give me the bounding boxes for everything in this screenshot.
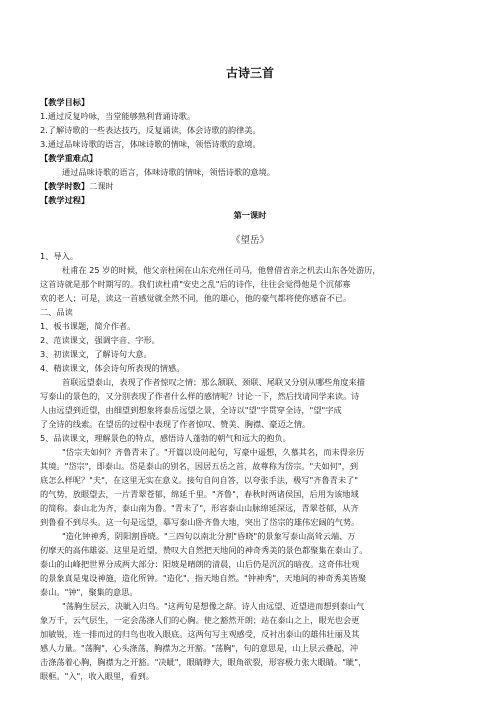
reading-heading: 二、品读 [40, 307, 73, 317]
key-points-heading: 【教学重难点】 [40, 153, 98, 163]
paragraph-line: 写泰山的景色的，又分别表现了作者什么样的感情呢？讨论一下，然后找请同学来读。诗 [40, 391, 360, 401]
paragraph-line: 到鲁看不到尽头。这一句是远望，摹写泰山卧齐鲁大地，突出了岱宗的雄伟宏阔的气势。 [40, 517, 360, 527]
paragraph-line: 首联远望泰山，表现了作者惊叹之情；那么颔联、颈联、尾联又分别从哪些角度来描 [62, 377, 365, 387]
paragraph-line: 加敏锐，连一排而过的归鸟也收入眼底。这两句写主观感受，反衬出泰山的雄伟壮丽及其 [40, 629, 360, 639]
hours-line [40, 179, 460, 193]
paragraph-line: 了全诗的线索。在望岳的过程中表现了作者惊叹、赞美、胸襟、豪迈之情。 [40, 419, 311, 429]
intro-section [40, 249, 460, 683]
intro-line: 杜甫在 25 岁的时候，他父亲杜闲在山东充州任司马，他曾借省亲之机去山东各处游历， [62, 265, 381, 275]
reading-step: 2、范读课文，强调字音、字形。 [40, 335, 160, 345]
paragraph-line: "岱宗夫如何？齐鲁青未了。"开篇以设问起句，写豪中遥想，久慕其名，而未得亲历 [62, 447, 365, 457]
paragraph-line: 眼框。"入"，收入眼里，看到。 [40, 671, 154, 681]
objective-item: 1.通过反复吟咏，当堂能够熟利背诵诗歌。 [40, 111, 196, 121]
paragraph-line: 的气势，放眼望去，一片青翠苍郁，绵延千里。"齐鲁"，春秋时两诸侯国，后用为该地域 [40, 489, 359, 499]
hours-heading: 【教学时数】 [40, 181, 90, 191]
reading-step: 1、板书课题，简介作者。 [40, 321, 136, 331]
key-points-text: 通过品味诗歌的语言，体味诗歌的情味，领悟诗歌的意境。 [62, 167, 275, 177]
paragraph-line: 感人力量。"荡胸"，心头涤荡，胸襟为之开豁。"荡胸"，句的意思是，山上层云叠起，冲 [40, 643, 359, 653]
poem-title: 《望岳》 [230, 235, 269, 246]
paragraph-line: 其境。"岱宗"，即泰山。岱是泰山的别名，因居五岳之首，故尊称为岱宗。"夫如何"，到 [40, 461, 359, 471]
paragraph-line: 人由远望到近望，由细望到想象将泰岳远望之景，全诗以"望"字贯穿全诗，"望"字成 [40, 405, 342, 415]
objective-item: 2.了解诗歌的一些表达技巧，反复诵读，体会诗歌的韵律美。 [40, 125, 261, 135]
reading-step: 3、初读课文，了解诗句大意。 [40, 349, 152, 359]
paragraph-line: 的简称。泰山北为齐，泰山南为鲁。"青未了"，形容泰山山脉绵延深远，青翠苍郁，从齐 [40, 503, 359, 513]
intro-line: 这首诗就是那个时期写的。我们读杜甫"安史之乱"后的诗作，往往会觉得他是个沉郁寡 [40, 279, 351, 289]
objective-item: 3.通过品味诗歌的语言，体味诗歌的情味，领悟诗歌的意境。 [40, 139, 261, 149]
intro-line: 欢的老人；可是，读这一首感觉就全然不同，他的雄心，他的豪气都将使你感奋不已。 [40, 293, 352, 303]
lesson-heading: 第一课时 [233, 210, 267, 220]
paragraph-line: 泰山的山峰把世界分成两大部分：阳坡是晴朗的清晨，山后仍是沉沉的暗夜。这奇伟壮观 [40, 559, 360, 569]
paragraph-line: 击涤荡着心胸，胸襟为之开豁。"决眦"，眼睛睁大，眼角欲裂，形容极力张大眼睛。"眦"， [40, 657, 367, 667]
process-heading: 【教学过程】 [40, 195, 90, 205]
paragraph-line: 仞摩天的高伟雄姿。这里是近望，赞叹大自然把天地间的神奇秀美的景色都聚集在泰山了。 [40, 545, 368, 555]
paragraph-line: 泰山。"钟"，聚集的意思。 [40, 587, 138, 597]
document-title: 古诗三首 [225, 66, 274, 80]
paragraph-line: "荡胸生层云，决眦入归鸟。"这两句是想像之辞。诗人由远望、近望进而想到泰山气 [62, 601, 365, 611]
intro-heading: 1、导入。 [40, 251, 78, 261]
paragraph-line: 底怎么样呢？"夫"，在这里无实在意义。接句自问自答，以夸张手法，极写"齐鲁青未了" [40, 475, 359, 485]
paragraph-line: "造化钟神秀，阴阳割昏晓。"三四句以南北分割"昏晓"的景象写泰山高耸云端、万 [62, 531, 356, 541]
paragraph-line: 象万千，云气层生，一定会荡涤人们的心胸。使之豁然开朗；站在泰山之上，眼光也会更 [40, 615, 360, 625]
paragraph-line: 的景象真是鬼设神施，造化所钟。"造化"，指天地自然。"钟神秀"，天地间的神奇秀美皆聚 [40, 573, 367, 583]
reading-step: 5、品读课文，理解景色的特点，感悟诗人蓬勃的朝气和远大的抱负。 [40, 433, 291, 443]
objectives-section [40, 95, 460, 207]
hours-value: 二课时 [89, 181, 114, 191]
reading-step: 4、精读课文，体会诗句所表现的情感。 [40, 363, 185, 373]
objectives-heading: 【教学目标】 [40, 97, 90, 107]
